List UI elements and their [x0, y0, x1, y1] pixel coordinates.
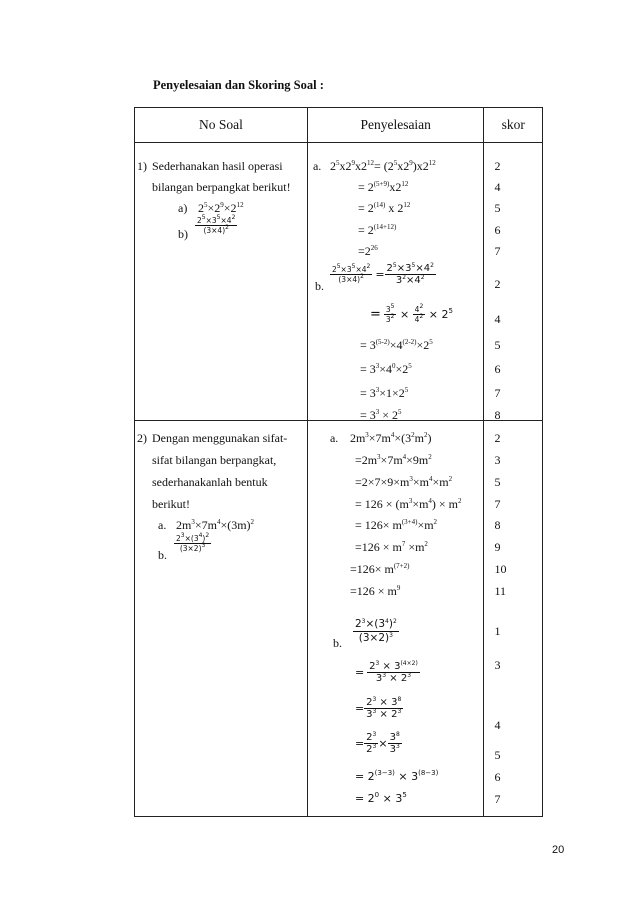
table-row — [135, 421, 543, 817]
page-heading: Penyelesaian dan Skoring Soal : — [153, 78, 324, 92]
score-value: 2 — [494, 431, 501, 445]
score-value: 4 — [494, 180, 501, 194]
solution-line: = $\frac{3^5}{3^2}$ × $\frac{4^2}{4^2}$ × $2^5$ — [369, 303, 453, 325]
score-value: 4 — [494, 718, 501, 732]
question-text: Dengan menggunakan sifat- — [152, 431, 288, 445]
solution-line: = $3^{(5-2)}\times 4^{(2-2)}\times 2^5$ — [359, 338, 433, 352]
question-number: 2) — [137, 431, 147, 445]
solution-line: = $126 \times (m^3\times m^4) \times m^2$ — [354, 497, 462, 511]
subquestion-expression: $2m^3\times 7m^4\times(3m)^2$ — [176, 518, 255, 532]
solution-line: = $3^3\times 1\times 2^5$ — [359, 386, 409, 400]
solution-line: = $\frac{2^3}{2^3}$ × $\frac{3^8}{3^3}$ — [354, 731, 400, 755]
score-value: 5 — [494, 475, 501, 489]
solution-label: b. — [314, 279, 324, 293]
solution-line: = $2^{(14+12)}$ — [357, 223, 397, 237]
solution-line: $2^5x2^9x2^{12}= (2^5x2^9)x2^{12}$ — [329, 159, 436, 173]
question-text: sederhanakanlah bentuk — [152, 475, 268, 489]
solution-label: b. — [332, 636, 342, 650]
solution-1-cell — [308, 143, 484, 420]
solution-line: $\frac{2^3\times(3^4)^2}{(3\times 2)^3}$ — [354, 618, 397, 644]
solution-line: = $2^{(5+9)}x2^{12}$ — [357, 180, 409, 194]
solution-line: = $2^0 \times 3^5$ — [354, 791, 407, 805]
subquestion-expression: $\frac{2^3\times(3^4)^2}{(3\times 2)^3}$ — [176, 532, 210, 554]
score-value: 7 — [494, 244, 501, 258]
solution-line: $=2\times 7\times 9\times m^3\times m^4\times m^2$ — [354, 475, 453, 489]
score-value: 6 — [494, 362, 501, 376]
score-value: 5 — [494, 748, 501, 762]
score-value: 6 — [494, 223, 501, 237]
page-number: 20 — [552, 844, 565, 856]
solution-line: $=126 \times m^9$ — [349, 584, 401, 598]
score-value: 8 — [494, 518, 501, 532]
solution-line: = $2^{(3-3)} \times 3^{(8-3)}$ — [354, 769, 439, 783]
score-value: 9 — [494, 540, 501, 554]
solution-line: = $3^3\times 4^0\times 2^5$ — [359, 362, 412, 376]
score-1-cell — [484, 143, 542, 420]
solution-line: $=2^{26}$ — [357, 244, 378, 258]
subquestion-label: a. — [158, 518, 167, 532]
score-value: 4 — [494, 312, 501, 326]
score-value: 3 — [494, 453, 501, 467]
score-value: 6 — [494, 770, 501, 784]
solution-label: a. — [329, 431, 339, 445]
solution-line: = $3^3 \times 2^5$ — [359, 408, 402, 422]
question-1-cell — [135, 143, 307, 420]
score-value: 10 — [494, 562, 507, 576]
score-value: 3 — [494, 658, 501, 672]
solution-label: a. — [312, 159, 322, 173]
table-header-row — [135, 108, 543, 143]
solution-2-cell — [308, 421, 484, 816]
solution-line: $\frac{2^5\times 3^5\times 4^2}{(3\times 4)^2}$ = $\frac{2^5\times 3^5\times 4^2}{3^2\times 4^2}$ — [331, 262, 434, 286]
solution-line: $2m^3\times 7m^4\times(3^2m^2)$ — [349, 431, 432, 445]
score-value: 2 — [494, 277, 501, 291]
score-value: 5 — [494, 201, 501, 215]
question-text: bilangan berpangkat berikut! — [152, 180, 291, 194]
solution-line: = $\frac{2^3 \times 3^8}{3^3 \times 2^3}$ — [354, 696, 402, 720]
question-2-cell — [135, 421, 307, 816]
solution-line: = $126\times m^{(3+4)}\times m^2$ — [354, 518, 438, 532]
score-value: 2 — [494, 159, 501, 173]
subquestion-label: b) — [178, 227, 188, 241]
score-value: 5 — [494, 338, 501, 352]
score-value: 1 — [494, 624, 501, 638]
question-text: berikut! — [152, 497, 190, 511]
score-2-cell — [484, 421, 542, 816]
solution-line: $=126\times m^{(7+2)}$ — [349, 562, 410, 576]
solution-line: $=126 \times m^7 \times m^2$ — [354, 540, 428, 554]
solution-line: = $\frac{2^3 \times 3^{(4\times 2)}}{3^3 \times 2^3}$ — [354, 660, 418, 684]
col-header-no-soal: No Soal — [135, 108, 308, 143]
table-row — [135, 143, 543, 421]
score-value: 7 — [494, 497, 501, 511]
solution-table — [134, 107, 543, 817]
question-text: sifat bilangan berpangkat, — [152, 453, 277, 467]
subquestion-expression: $\frac{2^5\times 3^5\times 4^2}{(3\times 4)^2}$ — [197, 214, 236, 236]
subquestion-label: b. — [158, 548, 167, 562]
col-header-penyelesaian: Penyelesaian — [307, 108, 484, 143]
score-value: 7 — [494, 792, 501, 806]
subquestion-label: a) — [178, 201, 188, 215]
subquestion-expression: $2^5\times 2^9\times 2^{12}$ — [198, 201, 244, 215]
solution-line: = $2^{(14)}$ x $2^{12}$ — [357, 201, 411, 215]
question-number: 1) — [137, 159, 147, 173]
col-header-skor: skor — [484, 108, 543, 143]
score-value: 7 — [494, 386, 501, 400]
score-value: 8 — [494, 408, 501, 422]
score-value: 11 — [494, 584, 507, 598]
question-text: Sederhanakan hasil operasi — [152, 159, 283, 173]
solution-line: $=2m^3\times 7m^4\times 9m^2$ — [354, 453, 432, 467]
